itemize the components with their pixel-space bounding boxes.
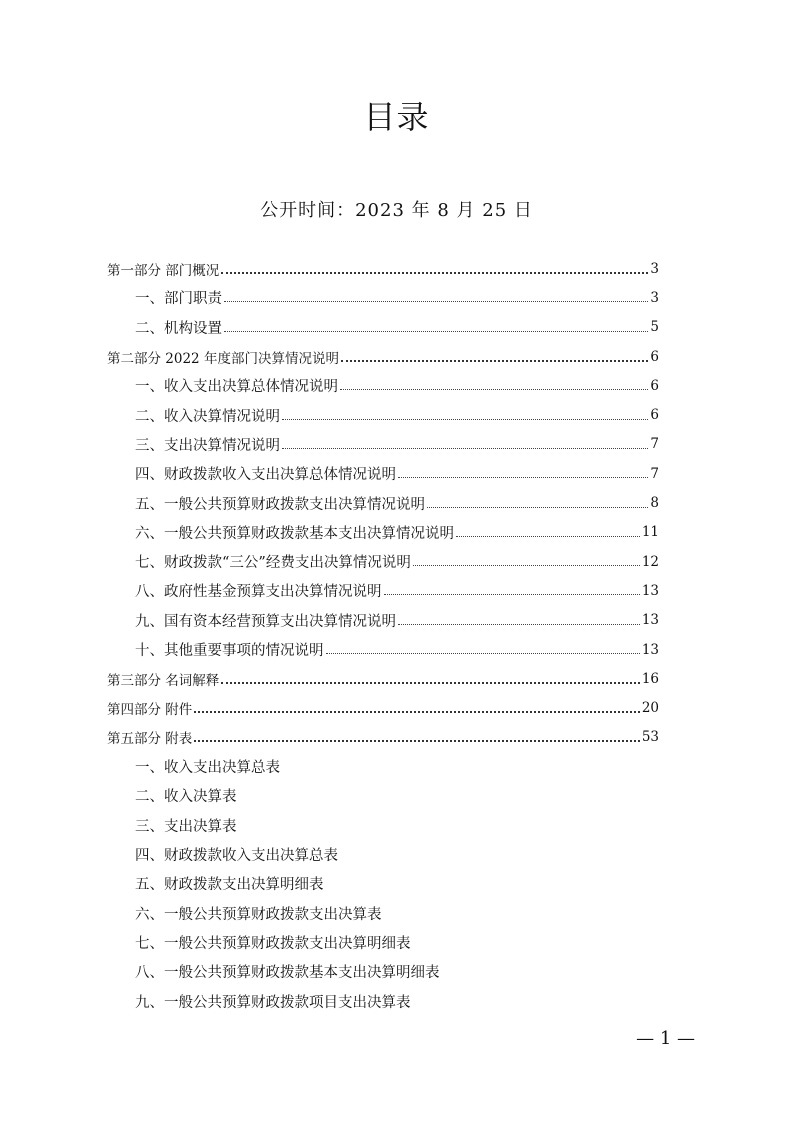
toc-entry-page: 7 [650, 465, 659, 482]
toc-entry[interactable] [107, 459, 659, 488]
toc-entry[interactable] [107, 986, 659, 1015]
toc-entry[interactable] [107, 781, 659, 810]
toc-entry-label: 七、一般公共预算财政拨款支出决算明细表 [135, 935, 411, 952]
toc-entry[interactable] [107, 957, 659, 986]
toc-entry-page: 20 [641, 700, 659, 717]
toc-entry-label: 六、一般公共预算财政拨款基本支出决算情况说明 [135, 525, 454, 542]
toc-entry-page: 3 [650, 289, 659, 306]
toc-entry-page: 3 [650, 260, 659, 277]
toc-entry[interactable] [107, 693, 659, 722]
toc-entry[interactable] [107, 518, 659, 547]
toc-entry[interactable] [107, 400, 659, 429]
toc-entry-label: 三、支出决算情况说明 [135, 437, 280, 454]
toc-entry-label: 六、一般公共预算财政拨款支出决算表 [135, 906, 382, 923]
toc-entry[interactable] [107, 606, 659, 635]
toc-entry-label: 一、收入支出决算总体情况说明 [135, 379, 338, 396]
page-title: 目录 [363, 98, 430, 136]
toc-dot-leader [341, 360, 648, 362]
toc-entry[interactable] [107, 869, 659, 898]
toc-entry-label: 九、一般公共预算财政拨款项目支出决算表 [135, 994, 411, 1011]
toc-entry-page: 6 [650, 377, 659, 394]
toc-entry[interactable] [107, 430, 659, 459]
toc-entry-page: 6 [650, 348, 659, 365]
toc-entry[interactable] [107, 840, 659, 869]
toc-entry[interactable] [107, 664, 659, 693]
toc-entry-page: 13 [641, 612, 659, 629]
toc-entry-label: 二、收入决算情况说明 [135, 408, 280, 425]
toc-entry-label: 四、财政拨款收入支出决算总表 [135, 848, 338, 865]
toc-entry-label: 第二部分 2022 年度部门决算情况说明 [107, 350, 339, 367]
toc-entry[interactable] [107, 283, 659, 312]
toc-entry[interactable] [107, 547, 659, 576]
toc-entry-label: 第三部分 名词解释 [107, 672, 220, 689]
toc-entry-label: 八、一般公共预算财政拨款基本支出决算明细表 [135, 965, 440, 982]
toc-dot-leader [194, 711, 640, 713]
toc-entry-page: 13 [641, 641, 659, 658]
toc-entry[interactable] [107, 899, 659, 928]
toc-entry-label: 一、部门职责 [135, 291, 222, 308]
toc-entry-label: 八、政府性基金预算支出决算情况说明 [135, 584, 382, 601]
toc-entry-page: 12 [641, 553, 659, 570]
toc-dot-leader [326, 653, 640, 654]
toc-entry-label: 五、一般公共预算财政拨款支出决算情况说明 [135, 496, 425, 513]
toc-entry-page: 13 [641, 582, 659, 599]
table-of-contents [107, 254, 659, 1016]
toc-entry-label: 第一部分 部门概况 [107, 262, 220, 279]
toc-entry[interactable] [107, 313, 659, 342]
toc-dot-leader [413, 565, 640, 566]
toc-entry-label: 三、支出决算表 [135, 818, 237, 835]
toc-entry-label: 一、收入支出决算总表 [135, 760, 280, 777]
toc-entry-label: 第五部分 附表 [107, 731, 193, 748]
toc-entry-label: 七、财政拨款“三公”经费支出决算情况说明 [135, 555, 411, 572]
toc-entry-page: 8 [650, 495, 659, 512]
toc-dot-leader [427, 507, 648, 508]
toc-dot-leader [282, 448, 648, 449]
toc-dot-leader [398, 477, 648, 478]
toc-entry-label: 十、其他重要事项的情况说明 [135, 643, 324, 659]
toc-dot-leader [224, 331, 648, 332]
toc-dot-leader [224, 301, 648, 302]
toc-dot-leader [221, 682, 640, 684]
toc-entry-page: 11 [641, 524, 659, 541]
page-number: — 1 — [636, 1028, 695, 1049]
publish-date: 公开时间：2023 年 8 月 25 日 [260, 200, 533, 221]
toc-entry[interactable] [107, 635, 659, 664]
toc-entry[interactable] [107, 928, 659, 957]
toc-dot-leader [282, 419, 648, 420]
toc-dot-leader [384, 594, 640, 595]
toc-entry-label: 五、财政拨款支出决算明细表 [135, 877, 324, 894]
toc-dot-leader [340, 389, 648, 390]
toc-entry[interactable] [107, 723, 659, 752]
toc-entry[interactable] [107, 752, 659, 781]
toc-dot-leader [398, 624, 640, 625]
toc-entry[interactable] [107, 811, 659, 840]
toc-dot-leader [221, 272, 648, 274]
toc-entry-page: 7 [650, 436, 659, 453]
toc-entry-page: 53 [641, 729, 659, 746]
toc-entry[interactable] [107, 488, 659, 517]
toc-dot-leader [194, 740, 640, 742]
toc-entry-page: 16 [641, 670, 659, 687]
toc-entry-page: 5 [650, 319, 659, 336]
toc-entry-label: 二、机构设置 [135, 320, 222, 337]
toc-entry-label: 二、收入决算表 [135, 789, 237, 806]
toc-entry[interactable] [107, 371, 659, 400]
toc-entry-label: 九、国有资本经营预算支出决算情况说明 [135, 613, 396, 630]
toc-entry[interactable] [107, 342, 659, 371]
toc-entry-page: 6 [650, 407, 659, 424]
toc-dot-leader [456, 536, 640, 537]
toc-entry[interactable] [107, 254, 659, 283]
toc-entry[interactable] [107, 576, 659, 605]
toc-entry-label: 四、财政拨款收入支出决算总体情况说明 [135, 467, 396, 484]
toc-entry-label: 第四部分 附件 [107, 702, 193, 719]
